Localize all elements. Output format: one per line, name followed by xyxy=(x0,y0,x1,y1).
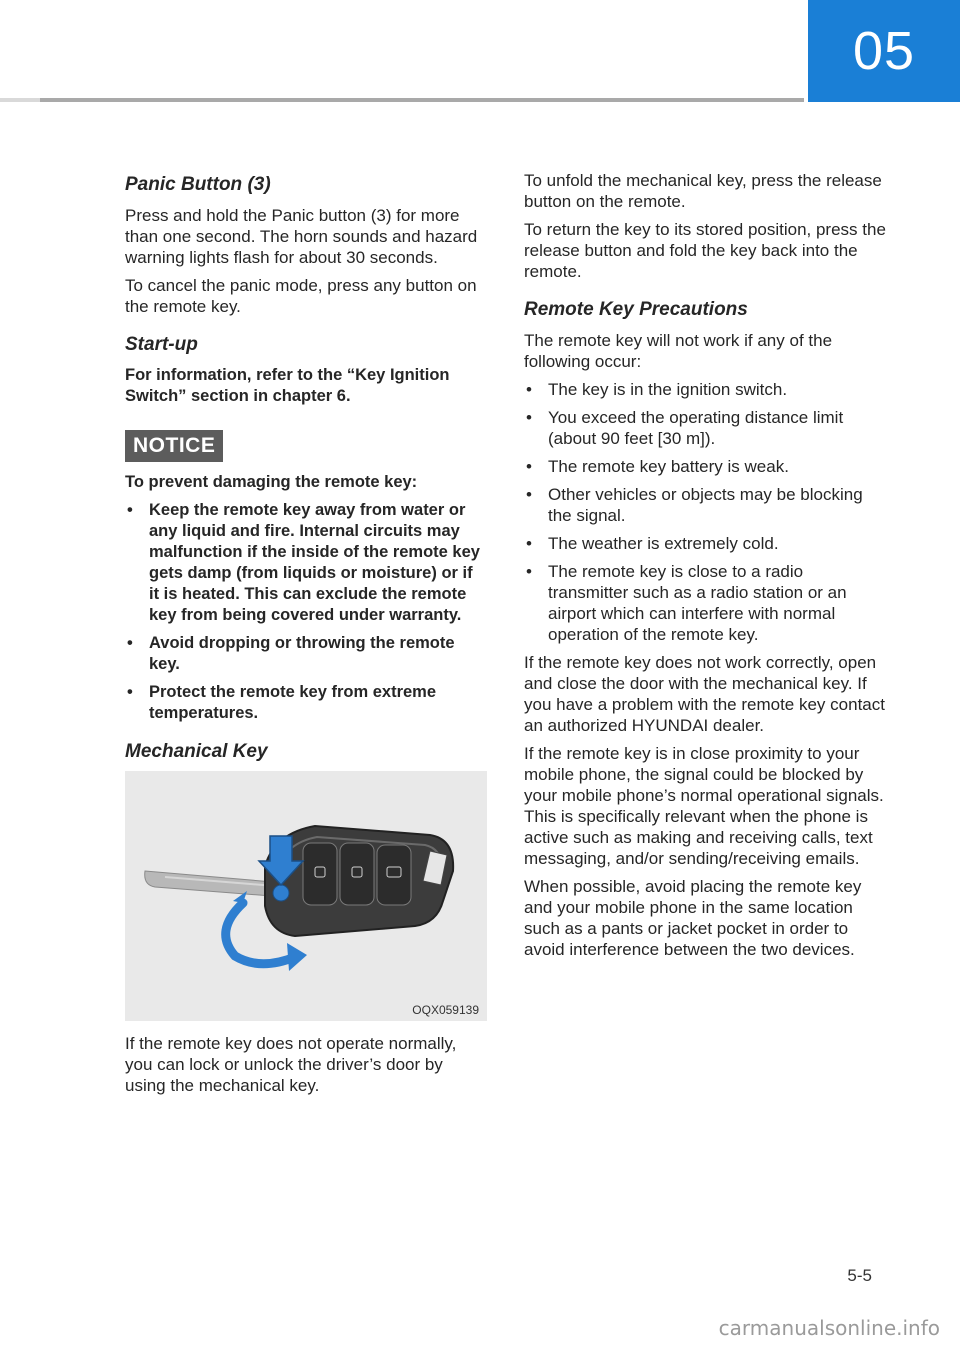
panic-paragraph-1: Press and hold the Panic button (3) for more than one second. The horn sounds and hazard warning lights flash for about 30 seconds. xyxy=(125,205,478,267)
right-column xyxy=(524,170,886,967)
notice-item: • Avoid dropping or throwing the remote key. xyxy=(127,633,455,673)
chapter-number: 05 xyxy=(852,21,916,81)
bullet-icon: • xyxy=(526,379,532,399)
bullet-icon: • xyxy=(526,484,532,504)
unfold-paragraph-1: To unfold the mechanical key, press the release button on the remote. xyxy=(524,171,882,211)
precaution-item: • The remote key is close to a radio transmitter such as a radio station or an airport which can interfere with normal operation of the remote key. xyxy=(526,561,847,644)
mechanical-key-paragraph: If the remote key does not operate normally, you can lock or unlock the driver’s door by using the mechanical key. xyxy=(125,1034,457,1096)
precaution-item: • The remote key battery is weak. xyxy=(526,456,789,476)
mechanical-key-heading: Mechanical Key xyxy=(125,740,268,762)
phone-paragraph: If the remote key is in close proximity to your mobile phone, the signal could be blocked by your mobile phone’s normal operational signals. This is specifically relevant when the phone is active such as making and receiving calls, text messaging, and/or sending/receiving emails. xyxy=(524,743,884,868)
panic-heading: Panic Button (3) xyxy=(125,174,271,195)
unfold-paragraph-2: To return the key to its stored position, press the release button and fold the key back into the remote. xyxy=(524,220,886,281)
precaution-item: • Other vehicles or objects may be blocking the signal. xyxy=(526,484,863,525)
left-column xyxy=(125,170,487,1103)
figure-code: OQX059139 xyxy=(412,1003,479,1018)
key-image xyxy=(125,771,487,1021)
precautions-intro: The remote key will not work if any of the following occur: xyxy=(524,330,833,371)
avoid-paragraph: When possible, avoid placing the remote key and your mobile phone in the same location such as a pants or jacket pocket in order to avoid interference between the two devices. xyxy=(524,876,862,959)
startup-heading: Start-up xyxy=(125,333,198,355)
panic-paragraph-2: To cancel the panic mode, press any button on the remote key. xyxy=(125,275,477,316)
notice-list xyxy=(125,500,487,724)
bullet-icon: • xyxy=(127,633,133,652)
chapter-tab xyxy=(808,0,960,102)
notice-item: • Keep the remote key away from water or any liquid and fire. Internal circuits may malfunction if the inside of the remote key gets damp (from liquids or moisture) or if it is heated. This can exclude the remote key from being covered under warranty. xyxy=(127,500,480,624)
watermark: carmanualsonline.info xyxy=(718,1316,940,1340)
bullet-icon: • xyxy=(526,561,532,581)
precautions-heading: Remote Key Precautions xyxy=(524,299,748,320)
bullet-icon: • xyxy=(526,407,532,427)
page-number: 5-5 xyxy=(847,1266,872,1285)
precautions-list xyxy=(524,379,886,645)
bullet-icon: • xyxy=(127,682,133,701)
precaution-item: • You exceed the operating distance limit (about 90 feet [30 m]). xyxy=(526,407,844,448)
precaution-item: • The key is in the ignition switch. xyxy=(526,379,788,399)
notice-badge: NOTICE xyxy=(125,430,223,462)
precaution-item: • The weather is extremely cold. xyxy=(526,533,779,553)
header-rule xyxy=(0,98,804,102)
startup-note: For information, refer to the “Key Ignition Switch” section in chapter 6. xyxy=(125,365,450,405)
notice-item: • Protect the remote key from extreme temperatures. xyxy=(127,682,437,722)
not-work-paragraph: If the remote key does not work correctly, open and close the door with the mechanical key. If you have a problem with the remote key contact an authorized HYUNDAI dealer. xyxy=(524,652,885,735)
remote-key-illustration xyxy=(125,771,487,1021)
notice-intro: To prevent damaging the remote key: xyxy=(125,472,418,491)
bullet-icon: • xyxy=(127,500,133,519)
bullet-icon: • xyxy=(526,456,532,476)
bullet-icon: • xyxy=(526,533,532,553)
